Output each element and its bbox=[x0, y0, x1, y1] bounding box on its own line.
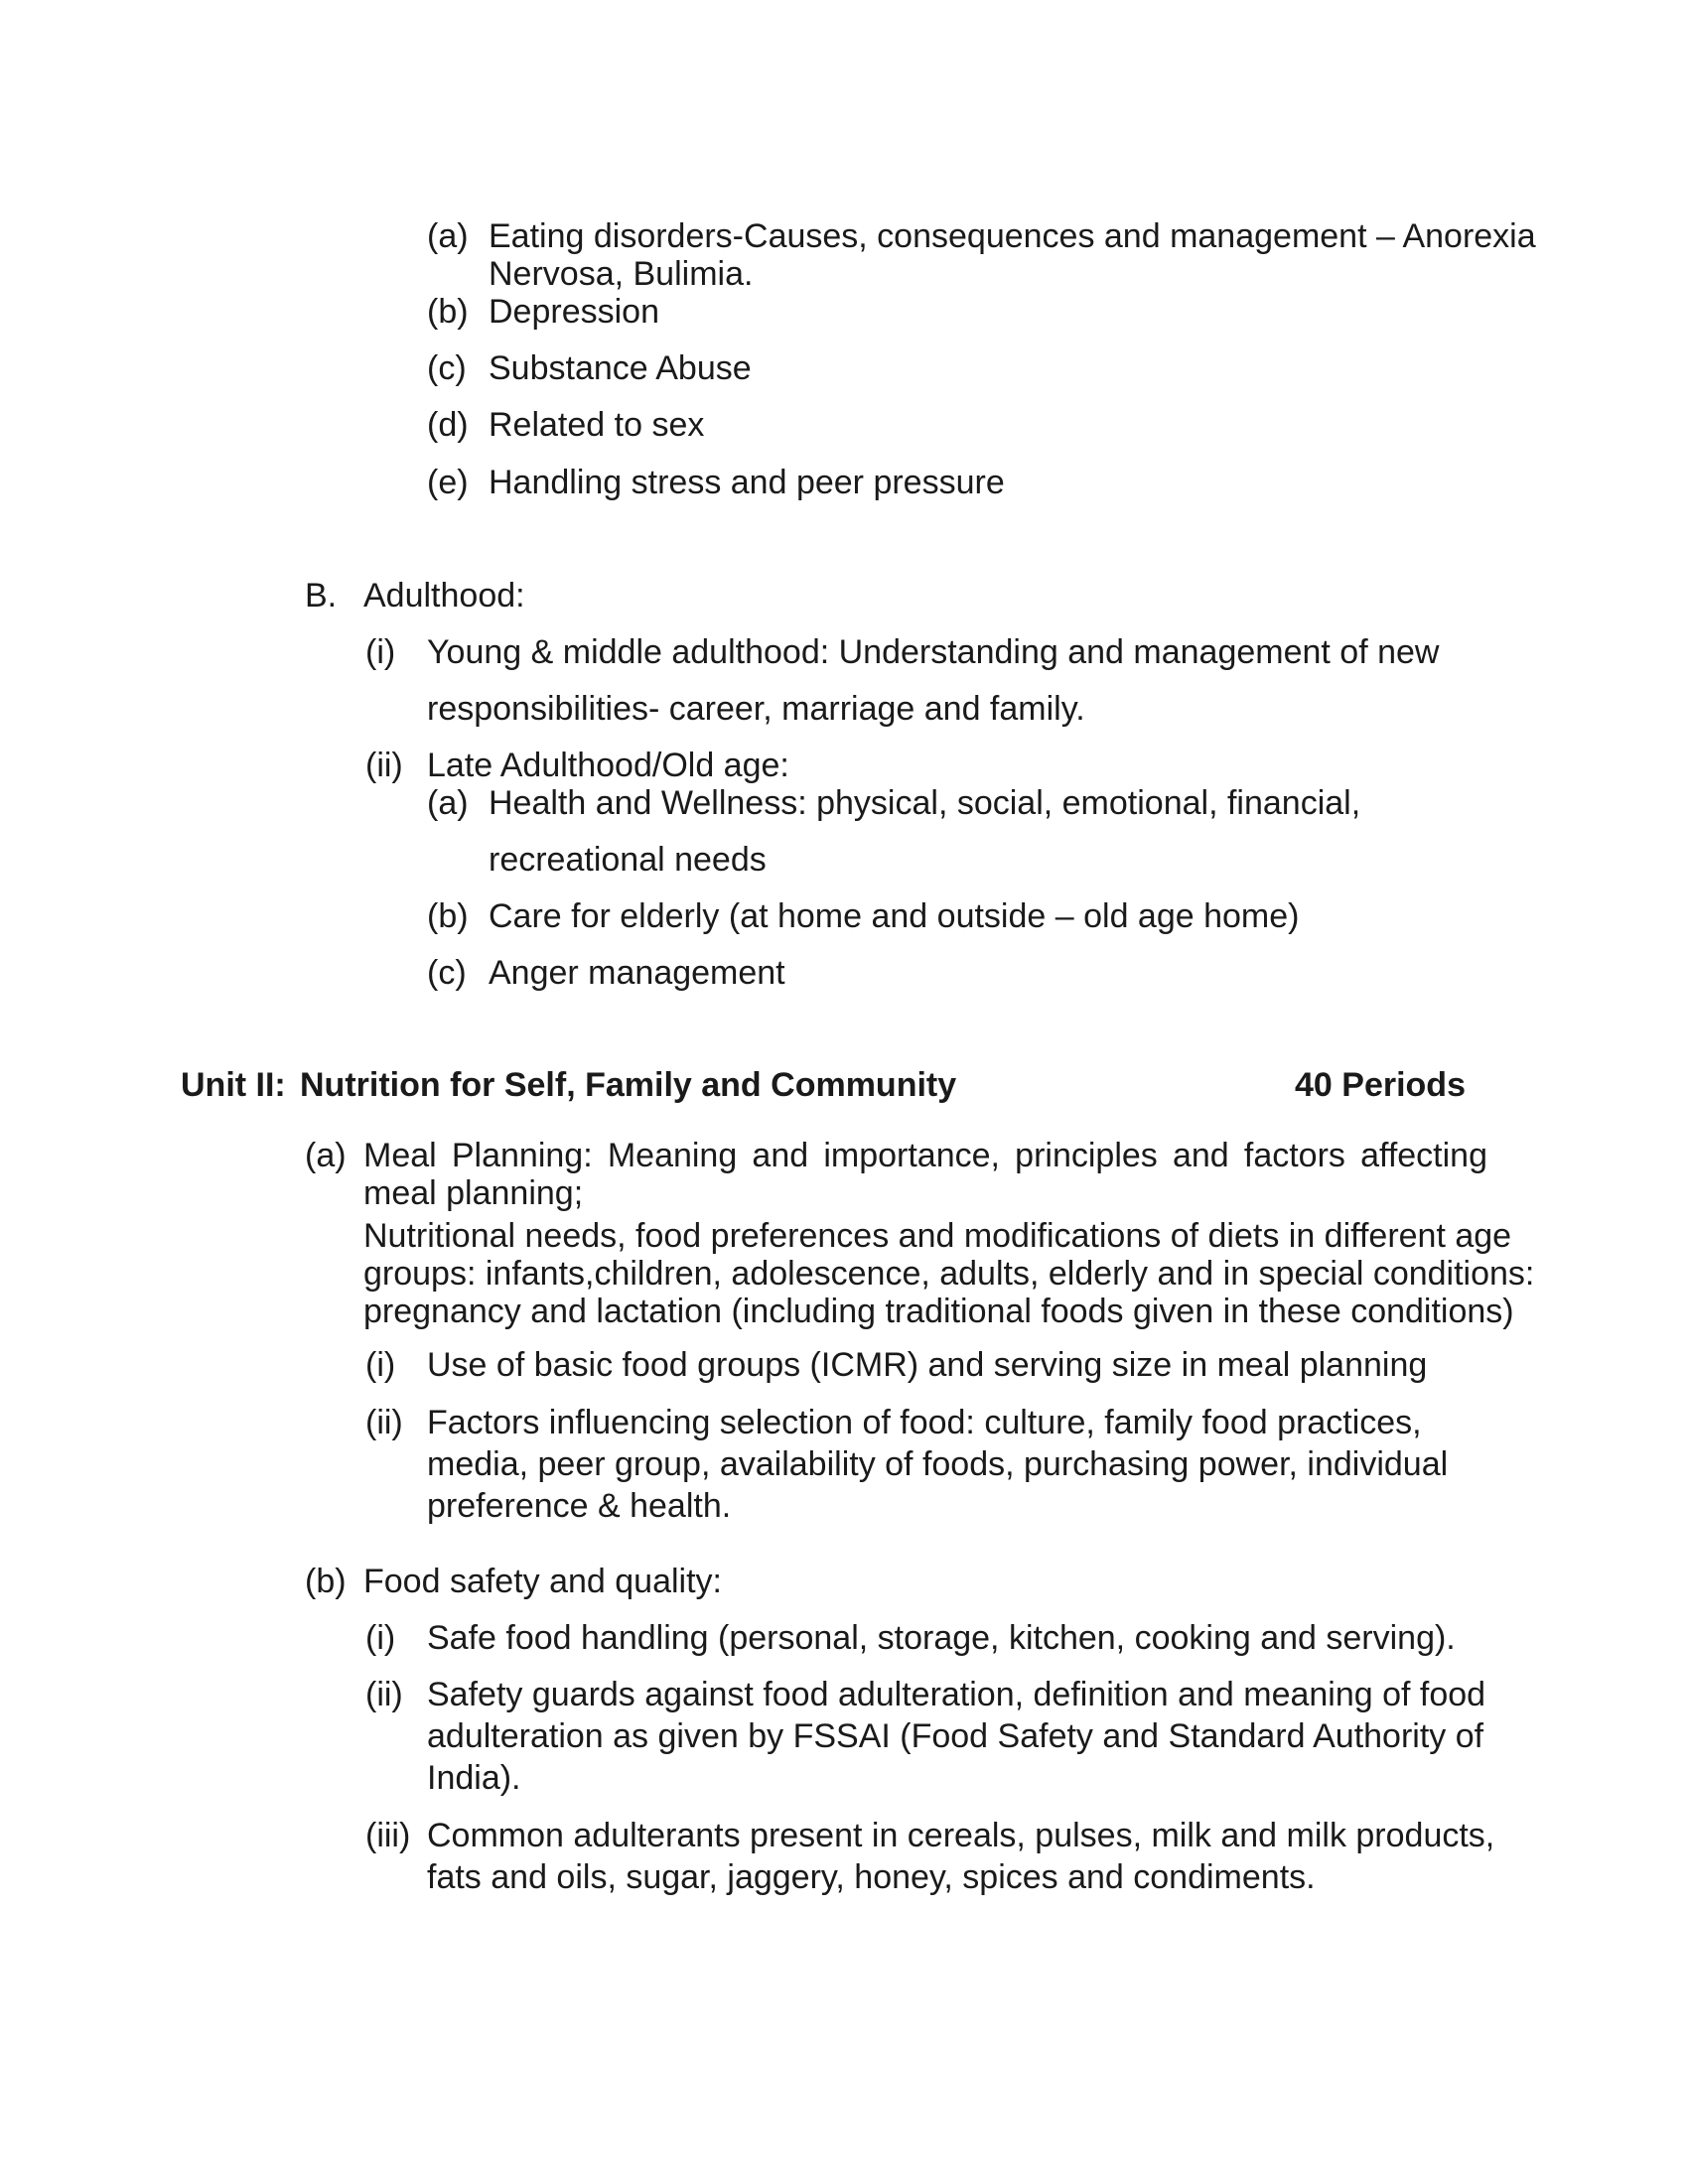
list-item-text: responsibilities- career, marriage and family. bbox=[427, 690, 1085, 728]
list-item-text: Late Adulthood/Old age: bbox=[427, 747, 789, 784]
list-marker: (c) bbox=[427, 954, 467, 992]
list-marker: (a) bbox=[427, 784, 469, 822]
list-item-text: Health and Wellness: physical, social, emotional, financial, bbox=[489, 784, 1361, 822]
list-item-text: adulteration as given by FSSAI (Food Safety and Standard Authority of bbox=[427, 1717, 1484, 1755]
list-marker: (e) bbox=[427, 464, 469, 501]
list-marker: (i) bbox=[365, 1619, 396, 1657]
list-item-text: Handling stress and peer pressure bbox=[489, 464, 1005, 501]
list-marker: (i) bbox=[365, 1346, 396, 1384]
list-marker: (d) bbox=[427, 406, 469, 444]
paragraph-line: groups: infants,children, adolescence, adults, elderly and in special conditions: bbox=[363, 1255, 1535, 1293]
paragraph-line: pregnancy and lactation (including traditional foods given in these conditions) bbox=[363, 1293, 1514, 1330]
list-item-text: Substance Abuse bbox=[489, 349, 752, 387]
list-marker: (a) bbox=[305, 1137, 347, 1174]
list-item-text: Related to sex bbox=[489, 406, 705, 444]
paragraph-line: meal planning; bbox=[363, 1174, 584, 1212]
list-item-text: Safe food handling (personal, storage, kitchen, cooking and serving). bbox=[427, 1619, 1456, 1657]
list-item-text: Depression bbox=[489, 293, 659, 331]
list-item-text: Nervosa, Bulimia. bbox=[489, 255, 754, 293]
list-marker: (ii) bbox=[365, 1404, 403, 1441]
section-heading: Adulthood: bbox=[363, 577, 525, 614]
list-item-text: Care for elderly (at home and outside – old age home) bbox=[489, 897, 1300, 935]
unit-label: Unit II: bbox=[181, 1066, 286, 1104]
unit-periods: 40 Periods bbox=[1295, 1066, 1466, 1104]
list-item-text: Anger management bbox=[489, 954, 785, 992]
paragraph-line: Meal Planning: Meaning and importance, principles and factors affecting bbox=[363, 1137, 1487, 1174]
list-marker: (a) bbox=[427, 217, 469, 255]
list-item-text: India). bbox=[427, 1759, 521, 1797]
list-item-text: media, peer group, availability of foods, purchasing power, individual bbox=[427, 1445, 1449, 1483]
list-marker: (b) bbox=[305, 1563, 347, 1600]
list-marker: (b) bbox=[427, 293, 469, 331]
list-marker: (ii) bbox=[365, 747, 403, 784]
list-marker: (b) bbox=[427, 897, 469, 935]
list-item-text: Eating disorders-Causes, consequences and management – Anorexia bbox=[489, 217, 1536, 255]
section-marker: B. bbox=[305, 577, 338, 614]
list-marker: (i) bbox=[365, 633, 396, 671]
list-marker: (c) bbox=[427, 349, 467, 387]
list-item-text: Factors influencing selection of food: culture, family food practices, bbox=[427, 1404, 1422, 1441]
list-item-text: preference & health. bbox=[427, 1487, 732, 1525]
list-item-text: Young & middle adulthood: Understanding and management of new bbox=[427, 633, 1440, 671]
list-item-text: Safety guards against food adulteration, definition and meaning of food bbox=[427, 1676, 1486, 1713]
paragraph-line: Nutritional needs, food preferences and modifications of diets in different age bbox=[363, 1217, 1512, 1255]
list-marker: (ii) bbox=[365, 1676, 403, 1713]
list-marker: (iii) bbox=[365, 1817, 411, 1854]
list-item-text: fats and oils, sugar, jaggery, honey, spices and condiments. bbox=[427, 1858, 1316, 1896]
list-item-text: recreational needs bbox=[489, 841, 767, 879]
list-item-text: Common adulterants present in cereals, pulses, milk and milk products, bbox=[427, 1817, 1495, 1854]
section-heading: Food safety and quality: bbox=[363, 1563, 723, 1600]
list-item-text: Use of basic food groups (ICMR) and serving size in meal planning bbox=[427, 1346, 1428, 1384]
unit-title: Nutrition for Self, Family and Community bbox=[300, 1066, 957, 1104]
